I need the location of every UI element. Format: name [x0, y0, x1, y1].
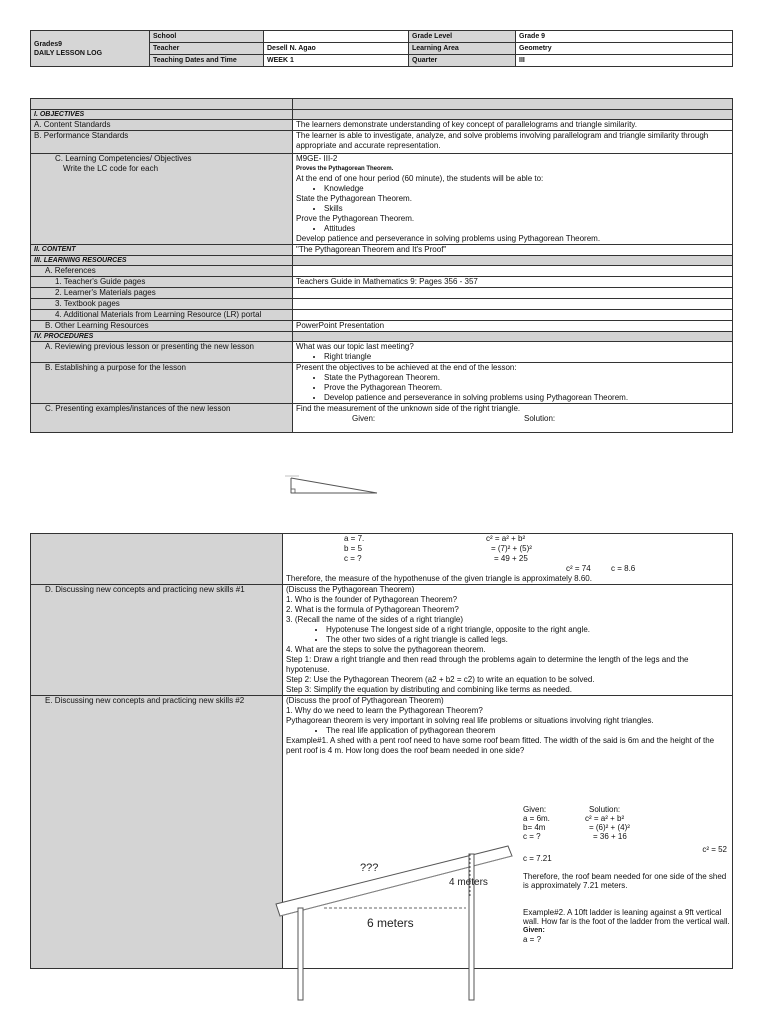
attitudes-label: • Attitudes [324, 224, 729, 234]
teacher-value: Desell N. Agao [264, 43, 409, 55]
proc-b-item: • Prove the Pythagorean Theorem. [324, 383, 729, 393]
proc-a-question: What was our topic last meeting? [296, 342, 414, 351]
proc-d-line: 2. What is the formula of Pythagorean Theorem? [286, 605, 459, 614]
competencies-cell [31, 154, 293, 245]
proc-a-label: A. Reviewing previous lesson or presenting the new lesson [31, 342, 293, 363]
ex-eq3: = 36 + 16 [593, 832, 627, 841]
cont-eq3: = 49 + 25 [494, 554, 528, 563]
proc-e-line: Pythagorean theorem is very important in solving real life problems or situations involving right triangles. [286, 716, 654, 725]
lesson-plan-table [30, 98, 733, 433]
grade-level-value: Grade 9 [516, 31, 733, 43]
competencies-label: C. Learning Competencies/ Objectives [55, 154, 192, 163]
references-label: A. References [31, 266, 293, 277]
cont-eq5: c = 8.6 [611, 564, 636, 573]
shed-width-label: 6 meters [367, 916, 414, 930]
right-angle-marker [291, 489, 295, 493]
proc-c-solution: Solution: [524, 414, 556, 423]
blank-cell [31, 534, 283, 585]
proc-d-line: Step 3: Simplify the equation by distributing and combining like terms as needed. [286, 685, 572, 694]
proc-d-bullet: • Hypotenuse The longest side of a right triangle, opposite to the right angle. [326, 625, 729, 635]
example-1-solution [523, 805, 731, 944]
blank-cell [31, 99, 293, 110]
proc-d-line: 1. Who is the founder of Pythagorean Theorem? [286, 595, 458, 604]
blank-cell [293, 332, 733, 342]
grade-level-label: Grade Level [409, 31, 516, 43]
skills-label: • Skills [324, 204, 729, 214]
proc-e-bullet: • The real life application of pythagorean theorem [326, 726, 729, 736]
content-standards-value: The learners demonstrate understanding of key concept of parallelograms and triangle similarity. [293, 120, 733, 131]
quarter-value: III [516, 55, 733, 67]
proc-b-item: • Develop patience and perseverance in solving problems using Pythagorean Theorem. [324, 393, 729, 403]
proc-c-value [293, 404, 733, 433]
ex-c-value: c = ? [523, 832, 541, 841]
ex2-a-value: a = ? [523, 935, 542, 944]
procedures-section: IV. PROCEDURES [31, 332, 293, 342]
ex-eq1: c² = a² + b² [585, 814, 625, 823]
teacher-label: Teacher [150, 43, 264, 55]
cont-eq2: = (7)² + (5)² [491, 544, 532, 553]
right-triangle-figure [285, 474, 385, 500]
content-standards-label: A. Content Standards [31, 120, 293, 131]
ex-eq5: c = 7.21 [523, 854, 552, 863]
quarter-label: Quarter [409, 55, 516, 67]
knowledge-label: • Knowledge [324, 184, 729, 194]
proc-a-value [293, 342, 733, 363]
cont-b-value: b = 5 [344, 544, 363, 553]
blank-cell [293, 99, 733, 110]
lesson-log-header [30, 30, 733, 67]
proc-c-text: Find the measurement of the unknown side of the right triangle. [296, 404, 521, 413]
blank-cell [293, 299, 733, 310]
log-title: DAILY LESSON LOG [34, 49, 103, 57]
shed-height-label: 4 meters [449, 877, 488, 888]
tg-label: 1. Teacher's Guide pages [31, 277, 293, 288]
tb-label: 3. Textbook pages [31, 299, 293, 310]
proc-e-label: E. Discussing new concepts and practicing new skills #2 [31, 696, 283, 969]
left-post [298, 908, 303, 1000]
blank-cell [293, 266, 733, 277]
cont-eq1: c² = a² + b² [486, 534, 526, 543]
cont-a-value: a = 7. [344, 534, 365, 543]
proc-e-example: Example#1. A shed with a pent roof need to have some roof beam fitted. The width of the said is 6m and the height of the pent roof is 4 m. How long does the roof beam needed in one side? [286, 736, 715, 755]
proc-b-label: B. Establishing a purpose for the lesson [31, 363, 293, 404]
lr-label: 4. Additional Materials from Learning Resource (LR) portal [31, 310, 293, 321]
lc-title: Proves the Pythagorean Theorem. [296, 166, 394, 172]
lc-code: M9GE- III-2 [296, 154, 338, 163]
objectives-section: I. OBJECTIVES [31, 110, 293, 120]
proc-d-line: 4. What are the steps to solve the pythagorean theorem. [286, 645, 486, 654]
learning-area-value: Geometry [516, 43, 733, 55]
shed-figure [270, 838, 520, 1008]
content-value: "The Pythagorean Theorem and It's Proof" [293, 245, 733, 256]
proc-b-value [293, 363, 733, 404]
performance-standards-value: The learner is able to investigate, analyze, and solve problems involving parallelogram and triangle similarity through appropriate and accurate representation. [293, 131, 733, 154]
proc-e-line: (Discuss the proof of Pythagorean Theorem) [286, 696, 444, 705]
ex-therefore: Therefore, the roof beam needed for one side of the shed is approximately 7.21 meters. [523, 872, 727, 890]
ex-a-value: a = 6m. [523, 814, 550, 823]
ex-eq4: c² = 52 [702, 845, 727, 854]
dates-value: WEEK 1 [264, 55, 409, 67]
blank-cell [293, 256, 733, 266]
example-solution-cell [283, 534, 733, 585]
grade-label: Grades9 [34, 40, 63, 48]
competencies-value [293, 154, 733, 245]
tg-value: Teachers Guide in Mathematics 9: Pages 356 - 357 [293, 277, 733, 288]
school-value [264, 31, 409, 43]
log-title-cell [31, 31, 150, 67]
blank-cell [293, 310, 733, 321]
cont-c-value: c = ? [344, 554, 362, 563]
other-value: PowerPoint Presentation [293, 321, 733, 332]
proc-e-line: 1. Why do we need to learn the Pythagorean Theorem? [286, 706, 483, 715]
proc-b-intro: Present the objectives to be achieved at the end of the lesson: [296, 363, 517, 372]
ex-b-value: b= 4m [523, 823, 546, 832]
knowledge-text: State the Pythagorean Theorem. [296, 194, 412, 203]
proc-b-item: • State the Pythagorean Theorem. [324, 373, 729, 383]
proc-d-line: (Discuss the Pythagorean Theorem) [286, 585, 415, 594]
shed-unknown-label: ??? [360, 862, 379, 874]
competencies-sub: Write the LC code for each [63, 164, 159, 173]
content-section: II. CONTENT [31, 245, 293, 256]
ex2-text: Example#2. A 10ft ladder is leaning against a 9ft vertical wall. How far is the foot of the ladder from the vertical wall. [523, 908, 730, 926]
other-label: B. Other Learning Resources [31, 321, 293, 332]
cont-eq4: c² = 74 [566, 564, 591, 573]
triangle-hypotenuse [291, 478, 377, 493]
proc-d-line: Step 1: Draw a right triangle and then read through the problems again to determine the length of the legs and the hypotenuse. [286, 655, 689, 674]
proc-d-value [283, 585, 733, 696]
proc-d-line: Step 2: Use the Pythagorean Theorem (a2 + b2 = c2) to write an equation to be solved. [286, 675, 595, 684]
ex-solution-label: Solution: [589, 805, 621, 814]
proc-d-label: D. Discussing new concepts and practicing new skills #1 [31, 585, 283, 696]
ex-given-label: Given: [523, 805, 547, 814]
skills-text: Prove the Pythagorean Theorem. [296, 214, 415, 223]
performance-standards-label: B. Performance Standards [31, 131, 293, 154]
school-label: School [150, 31, 264, 43]
proc-c-given: Given: [352, 414, 376, 423]
lc-intro: At the end of one hour period (60 minute), the students will be able to: [296, 174, 544, 183]
blank-cell [293, 110, 733, 120]
lm-label: 2. Learner's Materials pages [31, 288, 293, 299]
dates-label: Teaching Dates and Time [150, 55, 264, 67]
proc-d-line: 3. (Recall the name of the sides of a right triangle) [286, 615, 463, 624]
ex2-given-label: Given: [523, 927, 545, 934]
learning-area-label: Learning Area [409, 43, 516, 55]
resources-section: III. LEARNING RESOURCES [31, 256, 293, 266]
ex-eq2: = (6)² + (4)² [589, 823, 630, 832]
proc-d-bullet: • The other two sides of a right triangle is called legs. [326, 635, 729, 645]
blank-cell [293, 288, 733, 299]
attitudes-text: Develop patience and perseverance in solving problems using Pythagorean Theorem. [296, 234, 601, 243]
proc-a-item: • Right triangle [324, 352, 729, 362]
cont-therefore: Therefore, the measure of the hypothenuse of the given triangle is approximately 8.60. [286, 574, 592, 583]
proc-c-label: C. Presenting examples/instances of the new lesson [31, 404, 293, 433]
